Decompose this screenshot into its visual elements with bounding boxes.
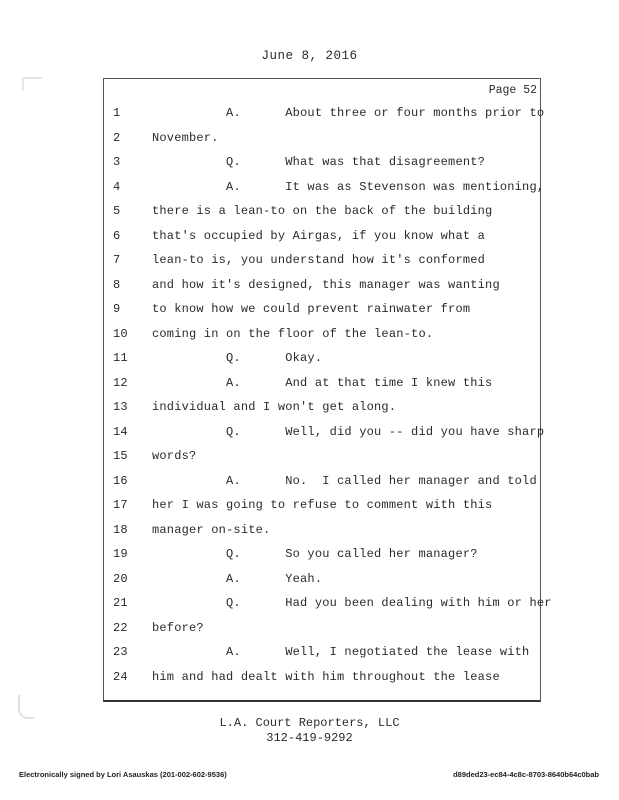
reporter-phone: 312-419-9292 [266, 731, 353, 745]
line-number: 3 [113, 155, 121, 169]
line-number: 18 [113, 522, 128, 537]
transcript-line: manager on-site. [152, 522, 271, 537]
transcript-line: her I was going to refuse to comment with this [152, 498, 493, 512]
transcript-line: Q. What was that disagreement? [152, 155, 486, 169]
transcript-line: coming in on the floor of the lean-to. [152, 326, 434, 341]
transcript-line: Q. Well, did you -- did you have sharp [152, 424, 545, 439]
transcript-line: A. About three or four months prior to [152, 106, 545, 120]
line-number: 7 [113, 253, 121, 267]
transcript-line: A. And at that time I knew this [152, 375, 493, 390]
line-number: 1 [113, 106, 121, 120]
transcript-line: A. No. I called her manager and told [152, 473, 537, 488]
line-number: 24 [113, 669, 128, 684]
line-number: 19 [113, 547, 128, 561]
line-number: 11 [113, 351, 128, 365]
reporter-company: L.A. Court Reporters, LLC [219, 716, 400, 730]
line-number: 4 [113, 179, 121, 194]
line-number: 16 [113, 473, 128, 488]
line-number: 22 [113, 620, 128, 635]
transcript-line: Q. So you called her manager? [152, 547, 478, 561]
line-number: 17 [113, 498, 128, 512]
transcript-date: June 8, 2016 [261, 49, 358, 63]
transcript-line: Q. Had you been dealing with him or her [152, 596, 552, 610]
transcript-line: November. [152, 130, 219, 145]
page-number: Page 52 [488, 84, 537, 97]
transcript-line: individual and I won't get along. [152, 400, 397, 414]
line-number: 6 [113, 228, 121, 243]
line-number: 5 [113, 204, 121, 218]
line-number: 10 [113, 326, 128, 341]
transcript-line: words? [152, 449, 197, 463]
transcript-line: A. Yeah. [152, 571, 323, 586]
transcript-line: to know how we could prevent rainwater from [152, 302, 471, 316]
transcript-line: before? [152, 620, 204, 635]
line-number: 2 [113, 130, 121, 145]
line-number: 21 [113, 596, 128, 610]
transcript-line: A. Well, I negotiated the lease with [152, 645, 530, 659]
transcript-line: that's occupied by Airgas, if you know what a [152, 228, 486, 243]
signature-hash: d89ded23-ec84-4c8c-8703-8640b64c0bab [453, 770, 599, 779]
electronic-signature: Electronically signed by Lori Asauskas (201-002-602-9536) [19, 770, 227, 779]
line-number: 9 [113, 302, 121, 316]
transcript-line: there is a lean-to on the back of the building [152, 204, 493, 218]
transcript-line: A. It was as Stevenson was mentioning, [152, 179, 545, 194]
line-number: 14 [113, 424, 128, 439]
transcript-line: lean-to is, you understand how it's conformed [152, 253, 486, 267]
line-number: 20 [113, 571, 128, 586]
line-number: 15 [113, 449, 128, 463]
transcript-line: him and had dealt with him throughout the lease [152, 669, 500, 684]
line-number: 8 [113, 277, 121, 292]
line-number: 13 [113, 400, 128, 414]
line-number: 23 [113, 645, 128, 659]
transcript-line: and how it's designed, this manager was wanting [152, 277, 500, 292]
transcript-line: Q. Okay. [152, 351, 323, 365]
scan-mark-top-left [22, 77, 42, 91]
line-number: 12 [113, 375, 128, 390]
